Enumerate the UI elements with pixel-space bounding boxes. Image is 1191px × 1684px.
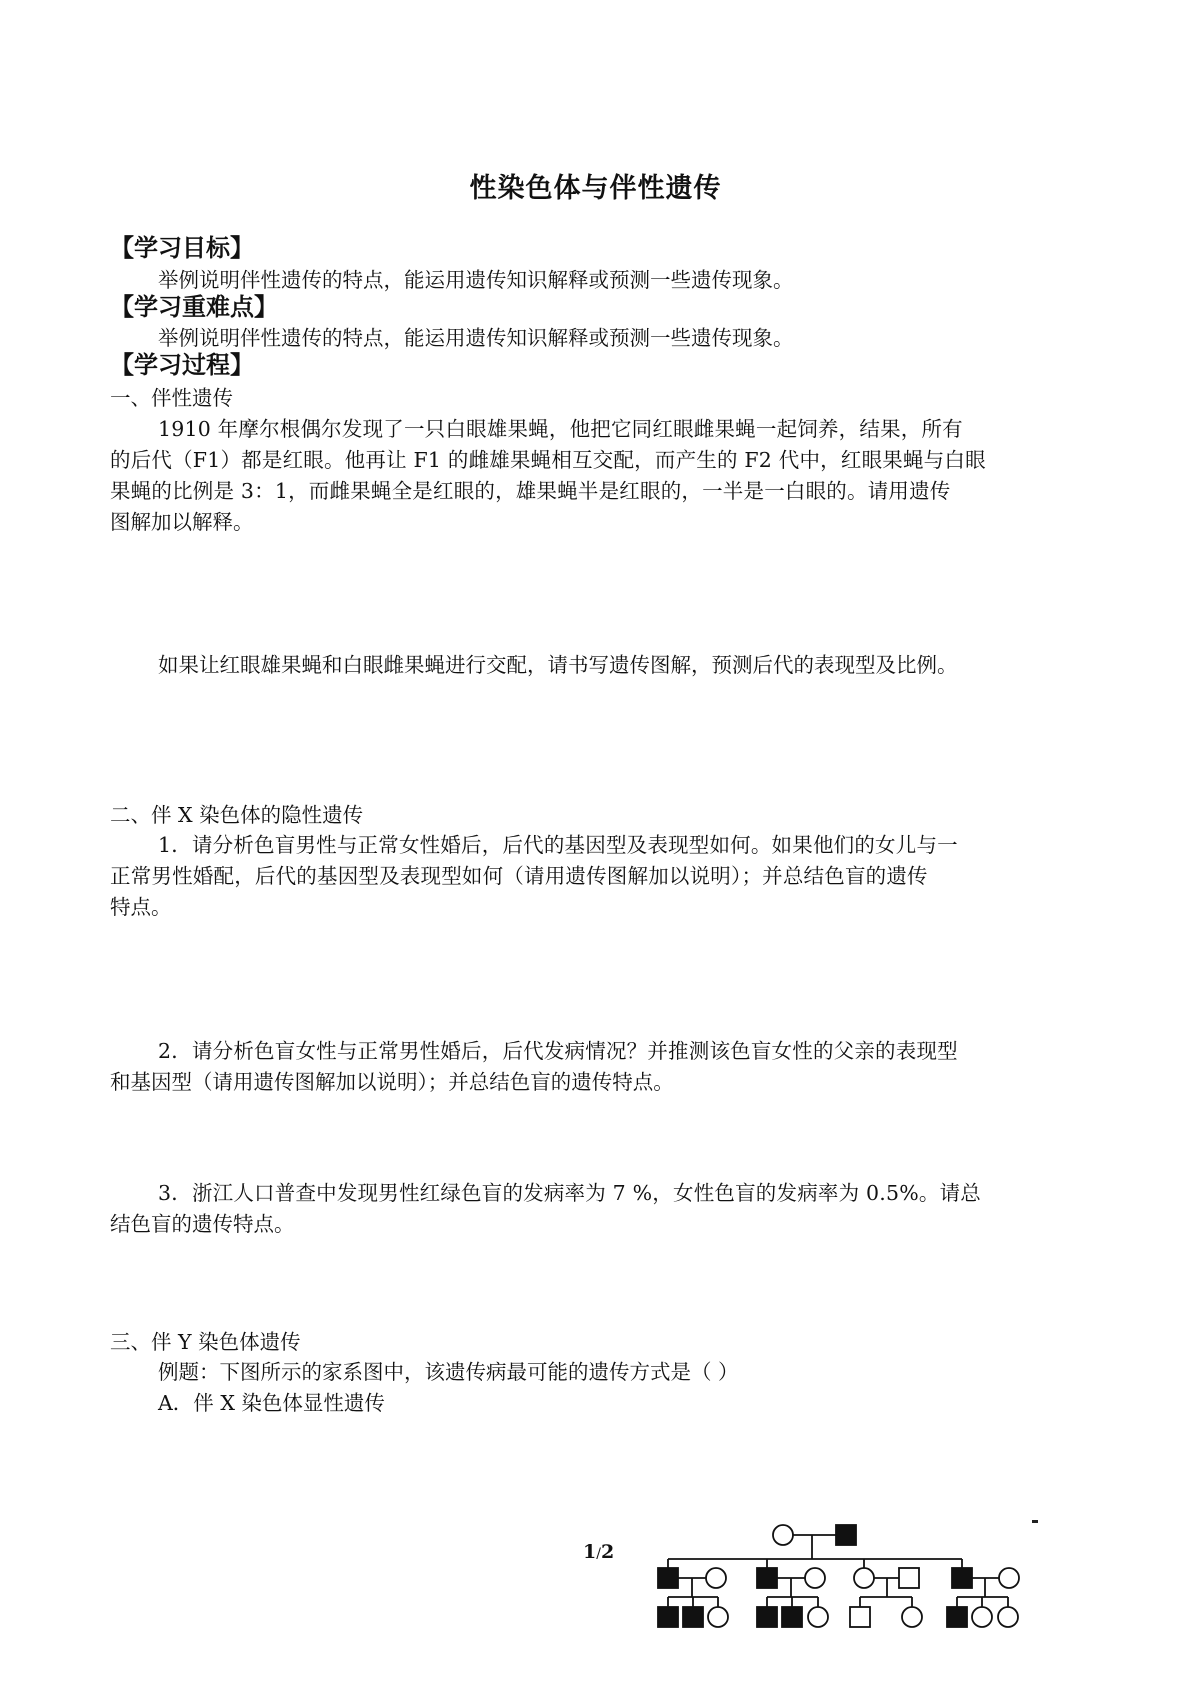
part2-q1-line1: 1．请分析色盲男性与正常女性婚后，后代的基因型及表现型如何。如果他们的女儿与一 (158, 833, 958, 857)
pedigree-gen1-female-normal (773, 1525, 793, 1545)
part3-heading: 三、伴 Y 染色体遗传 (110, 1330, 301, 1354)
page-title: 性染色体与伴性遗传 (469, 173, 722, 204)
part1-para1-line4: 图解加以解释。 (110, 510, 254, 534)
objectives-heading: 【学习目标】 (110, 234, 254, 262)
part2-q1-line3: 特点。 (110, 895, 172, 919)
page-number-total: 2 (600, 1541, 615, 1563)
pedigree-gen3-male-affected-1 (658, 1607, 678, 1627)
part2-q2-line2: 和基因型（请用遗传图解加以说明）；并总结色盲的遗传特点。 (110, 1070, 674, 1094)
pedigree-gen3-female-normal-2 (808, 1607, 828, 1627)
key-points-heading: 【学习重难点】 (110, 293, 278, 321)
key-points-text: 举例说明伴性遗传的特点，能运用遗传知识解释或预测一些遗传现象。 (158, 326, 794, 350)
pedigree-chart (650, 1515, 1050, 1650)
part3-example: 例题：下图所示的家系图中，该遗传病最可能的遗传方式是（ ） (158, 1360, 739, 1384)
part2-q3-line1: 3．浙江人口普查中发现男性红绿色盲的发病率为 7 %，女性色盲的发病率为 0.5%。请总 (158, 1181, 981, 1205)
page-number-separator: / (596, 1546, 601, 1562)
pedigree-gen2-male-affected-1 (658, 1568, 678, 1588)
pedigree-gen3-female-normal-4 (972, 1607, 992, 1627)
objectives-text: 举例说明伴性遗传的特点，能运用遗传知识解释或预测一些遗传现象。 (158, 268, 794, 292)
pedigree-gen3-female-normal-5 (998, 1607, 1018, 1627)
pedigree-gen3-female-normal-3 (902, 1607, 922, 1627)
pedigree-gen3-male-affected-3 (757, 1607, 777, 1627)
pedigree-gen3-male-affected-2 (683, 1607, 703, 1627)
pedigree-gen3-male-affected-4 (782, 1607, 802, 1627)
process-heading: 【学习过程】 (110, 351, 254, 379)
pedigree-gen1-male-affected (836, 1525, 856, 1545)
page-number-current: 1 (583, 1541, 597, 1563)
page-number (583, 1541, 614, 1563)
part2-q3-line2: 结色盲的遗传特点。 (110, 1212, 295, 1236)
part1-heading: 一、伴性遗传 (110, 386, 233, 410)
pedigree-gen2-spouse-female-2 (805, 1568, 825, 1588)
part1-para1-line3: 果蝇的比例是 3：1，而雌果蝇全是红眼的，雄果蝇半是红眼的，一半是一白眼的。请用遗传 (110, 479, 951, 503)
pedigree-gen2-male-affected-3 (952, 1568, 972, 1588)
pedigree-gen2-male-affected-2 (757, 1568, 777, 1588)
pedigree-gen2-spouse-female-1 (706, 1568, 726, 1588)
part2-q1-line2: 正常男性婚配，后代的基因型及表现型如何（请用遗传图解加以说明）；并总结色盲的遗传 (110, 864, 928, 888)
pedigree-gen2-female-normal (854, 1568, 874, 1588)
part1-para2: 如果让红眼雄果蝇和白眼雌果蝇进行交配，请书写遗传图解，预测后代的表现型及比例。 (158, 653, 958, 677)
pedigree-gen3-female-normal-1 (708, 1607, 728, 1627)
part3-option-a: A．伴 X 染色体显性遗传 (158, 1391, 385, 1415)
pedigree-gen2-spouse-female-3 (999, 1568, 1019, 1588)
part2-q2-line1: 2．请分析色盲女性与正常男性婚后，后代发病情况？并推测该色盲女性的父亲的表现型 (158, 1039, 958, 1063)
part1-para1-line1: 1910 年摩尔根偶尔发现了一只白眼雄果蝇，他把它同红眼雌果蝇一起饲养，结果，所有 (158, 417, 963, 441)
pedigree-gen3-male-normal (850, 1607, 870, 1627)
part1-para1-line2: 的后代（F1）都是红眼。他再让 F1 的雌雄果蝇相互交配，而产生的 F2 代中，红眼果蝇与白眼 (110, 448, 986, 472)
pedigree-gen3-male-affected-5 (947, 1607, 967, 1627)
part2-heading: 二、伴 X 染色体的隐性遗传 (110, 803, 364, 827)
pedigree-gen2-spouse-male-normal (899, 1568, 919, 1588)
